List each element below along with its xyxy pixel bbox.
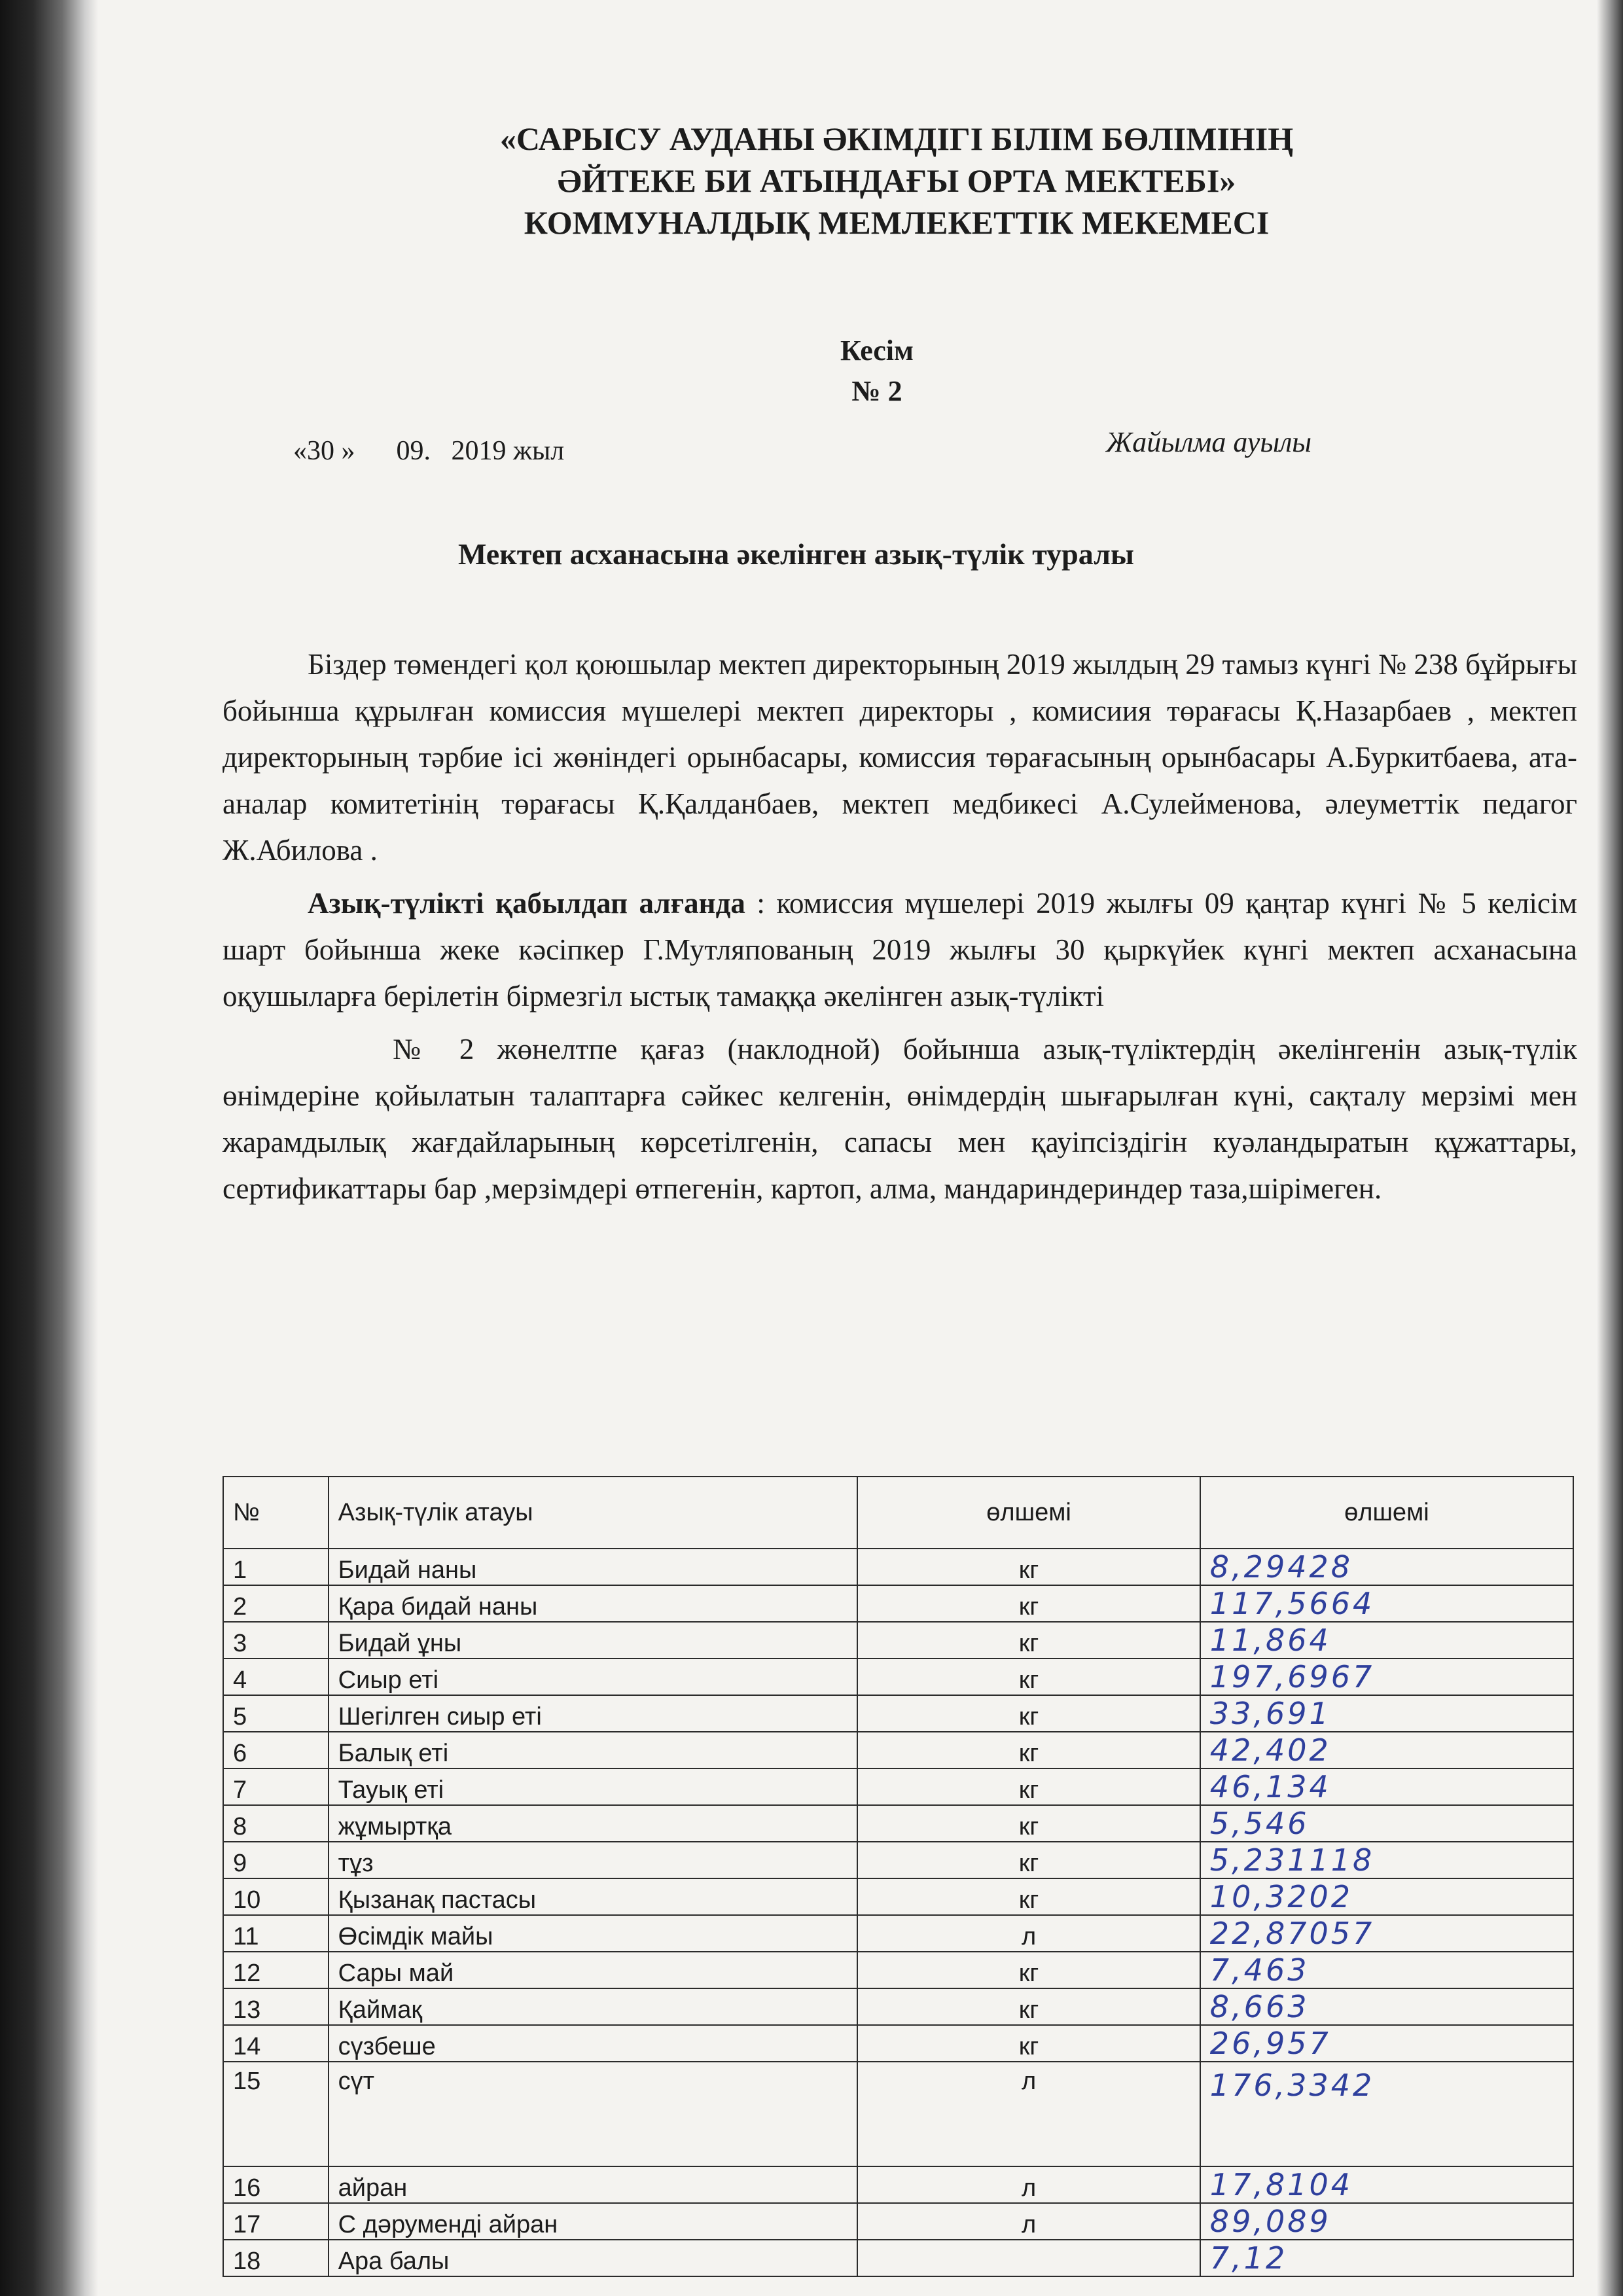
row-unit: кг bbox=[857, 2025, 1200, 2062]
row-quantity: 7,12 bbox=[1200, 2240, 1573, 2276]
row-name: Сары май bbox=[329, 1952, 858, 1988]
document-place: Жайылма ауылы bbox=[1106, 426, 1312, 458]
row-unit: л bbox=[857, 2166, 1200, 2203]
row-quantity: 46,134 bbox=[1200, 1768, 1573, 1805]
row-name: Тауық еті bbox=[329, 1768, 858, 1805]
header-quantity: өлшемі bbox=[1200, 1477, 1573, 1549]
row-unit: кг bbox=[857, 1695, 1200, 1732]
table-row bbox=[223, 1952, 1573, 1988]
row-name: сүзбеше bbox=[329, 2025, 858, 2062]
table-row bbox=[223, 2203, 1573, 2240]
table-row bbox=[223, 1768, 1573, 1805]
row-name: Қаймақ bbox=[329, 1988, 858, 2025]
row-unit: кг bbox=[857, 1622, 1200, 1659]
paragraph-invoice: № 2 жөнелтпе қағаз (наклодной) бойынша азық-түліктердің әкелінгенін азық-түлік өнімдеріне қойылатын талаптарға сәйкес келгенін, өнімдердің шығарылған күні, сақталу мерзімі мен жарамдылық жағдайларының көрсетілгенін, сапасы мен қауіпсіздігін куәландыратын құжаттары, сертификаттары бар ,мерзімдері өтпегенін, картоп, алма, мандариндериндер таза,шірімеген. bbox=[223, 1033, 1577, 1205]
row-quantity: 176,3342 bbox=[1200, 2062, 1573, 2166]
row-name: Өсімдік майы bbox=[329, 1915, 858, 1952]
row-unit: кг bbox=[857, 1768, 1200, 1805]
row-name: айран bbox=[329, 2166, 858, 2203]
paragraph-acceptance bbox=[223, 880, 1577, 1020]
table-body bbox=[223, 1549, 1573, 2276]
row-quantity: 8,663 bbox=[1200, 1988, 1573, 2025]
row-quantity: 7,463 bbox=[1200, 1952, 1573, 1988]
table-row bbox=[223, 1842, 1573, 1878]
row-quantity: 117,5664 bbox=[1200, 1585, 1573, 1622]
document-type: Кесім bbox=[840, 334, 914, 367]
paragraph-commission: Біздер төмендегі қол қоюшылар мектеп директорының 2019 жылдың 29 тамыз күнгі № 238 бұйрығы бойынша құрылған комиссия мүшелері мектеп директоры , комисиия төрағасы Қ.Назарбаев , мектеп директорының тәрбие ісі жөніндегі орынбасары, комиссия төрағасының орынбасары А.Буркитбаева, ата-аналар комитетінің төрағасы Қ.Қалданбаев, мектеп медбикесі А.Сулейменова, әлеуметтік педагог Ж.Абилова . bbox=[223, 648, 1577, 867]
organization-header bbox=[340, 118, 1453, 243]
row-quantity: 197,6967 bbox=[1200, 1659, 1573, 1695]
row-number: 14 bbox=[223, 2025, 329, 2062]
row-number: 10 bbox=[223, 1878, 329, 1915]
table-row bbox=[223, 1549, 1573, 1585]
row-number: 17 bbox=[223, 2203, 329, 2240]
row-name: С дәруменді айран bbox=[329, 2203, 858, 2240]
row-quantity: 22,87057 bbox=[1200, 1915, 1573, 1952]
row-quantity: 11,864 bbox=[1200, 1622, 1573, 1659]
row-name: Қара бидай наны bbox=[329, 1585, 858, 1622]
table-row bbox=[223, 2166, 1573, 2203]
row-quantity: 33,691 bbox=[1200, 1695, 1573, 1732]
table-row bbox=[223, 1805, 1573, 1842]
scan-shadow-left bbox=[0, 0, 98, 2296]
header-name: Азық-түлік атауы bbox=[329, 1477, 858, 1549]
row-unit: кг bbox=[857, 1659, 1200, 1695]
row-unit: кг bbox=[857, 1585, 1200, 1622]
row-quantity: 26,957 bbox=[1200, 2025, 1573, 2062]
table-row bbox=[223, 1915, 1573, 1952]
row-number: 2 bbox=[223, 1585, 329, 1622]
row-unit: кг bbox=[857, 1732, 1200, 1768]
row-number: 15 bbox=[223, 2062, 329, 2166]
row-name: жұмыртқа bbox=[329, 1805, 858, 1842]
row-quantity: 5,546 bbox=[1200, 1805, 1573, 1842]
row-number: 7 bbox=[223, 1768, 329, 1805]
table-row bbox=[223, 1732, 1573, 1768]
table-row bbox=[223, 1988, 1573, 2025]
header-number: № bbox=[223, 1477, 329, 1549]
row-quantity: 8,29428 bbox=[1200, 1549, 1573, 1585]
row-name: Ара балы bbox=[329, 2240, 858, 2276]
header-line-1: «САРЫСУ АУДАНЫ ӘКІМДІГІ БІЛІМ БӨЛІМІНІҢ bbox=[499, 120, 1294, 157]
row-number: 5 bbox=[223, 1695, 329, 1732]
row-unit: л bbox=[857, 2062, 1200, 2166]
row-name: сүт bbox=[329, 2062, 858, 2166]
table-row bbox=[223, 1659, 1573, 1695]
row-name: тұз bbox=[329, 1842, 858, 1878]
row-number: 1 bbox=[223, 1549, 329, 1585]
table-row bbox=[223, 1622, 1573, 1659]
row-number: 18 bbox=[223, 2240, 329, 2276]
row-unit: л bbox=[857, 2203, 1200, 2240]
food-items-table bbox=[223, 1476, 1574, 2277]
table-row bbox=[223, 1585, 1573, 1622]
row-quantity: 17,8104 bbox=[1200, 2166, 1573, 2203]
row-number: 8 bbox=[223, 1805, 329, 1842]
row-quantity: 42,402 bbox=[1200, 1732, 1573, 1768]
header-unit: өлшемі bbox=[857, 1477, 1200, 1549]
row-number: 6 bbox=[223, 1732, 329, 1768]
document-number: № 2 bbox=[851, 375, 902, 407]
document-title bbox=[707, 331, 1047, 412]
row-quantity: 89,089 bbox=[1200, 2203, 1573, 2240]
row-name: Бидай ұны bbox=[329, 1622, 858, 1659]
row-unit bbox=[857, 2240, 1200, 2276]
table-row bbox=[223, 1695, 1573, 1732]
table-row bbox=[223, 2062, 1573, 2166]
row-number: 11 bbox=[223, 1915, 329, 1952]
table-row bbox=[223, 2240, 1573, 2276]
row-unit: л bbox=[857, 1915, 1200, 1952]
row-number: 4 bbox=[223, 1659, 329, 1695]
document-subject: Мектеп асханасына әкелінген азық-түлік туралы bbox=[458, 537, 1134, 571]
table-row bbox=[223, 2025, 1573, 2062]
acceptance-heading: Азық-түлікті қабылдап алғанда bbox=[308, 887, 745, 920]
table-header-row bbox=[223, 1477, 1573, 1549]
row-number: 9 bbox=[223, 1842, 329, 1878]
row-unit: кг bbox=[857, 1842, 1200, 1878]
row-unit: кг bbox=[857, 1549, 1200, 1585]
row-quantity: 10,3202 bbox=[1200, 1878, 1573, 1915]
row-name: Шегілген сиыр еті bbox=[329, 1695, 858, 1732]
row-name: Қызанақ пастасы bbox=[329, 1878, 858, 1915]
row-quantity: 5,231118 bbox=[1200, 1842, 1573, 1878]
row-number: 16 bbox=[223, 2166, 329, 2203]
header-line-3: КОММУНАЛДЫҚ МЕМЛЕКЕТТІК МЕКЕМЕСІ bbox=[524, 204, 1270, 241]
table-row bbox=[223, 1878, 1573, 1915]
row-unit: кг bbox=[857, 1878, 1200, 1915]
scan-shadow-right bbox=[1597, 0, 1623, 2296]
document-date: «30 » 09. 2019 жыл bbox=[293, 436, 565, 466]
row-unit: кг bbox=[857, 1805, 1200, 1842]
document-body bbox=[223, 641, 1577, 1219]
header-line-2: ӘЙТЕКЕ БИ АТЫНДАҒЫ ОРТА МЕКТЕБІ» bbox=[557, 162, 1236, 199]
row-number: 12 bbox=[223, 1952, 329, 1988]
row-name: Бидай наны bbox=[329, 1549, 858, 1585]
row-number: 13 bbox=[223, 1988, 329, 2025]
row-name: Балық еті bbox=[329, 1732, 858, 1768]
row-name: Сиыр еті bbox=[329, 1659, 858, 1695]
row-number: 3 bbox=[223, 1622, 329, 1659]
row-unit: кг bbox=[857, 1952, 1200, 1988]
acceptance-text: : комиссия мүшелері 2019 жылғы 09 қаңтар күнгі № 5 келісім шарт бойынша жеке кәсіпкер Г.Мутляпованың 2019 жылғы 30 қыркүйек күнгі мектеп асханасына оқушыларға берілетін бірмезгіл ыстық тамаққа әкелінген азық-түлікті bbox=[223, 887, 1577, 1013]
row-unit: кг bbox=[857, 1988, 1200, 2025]
